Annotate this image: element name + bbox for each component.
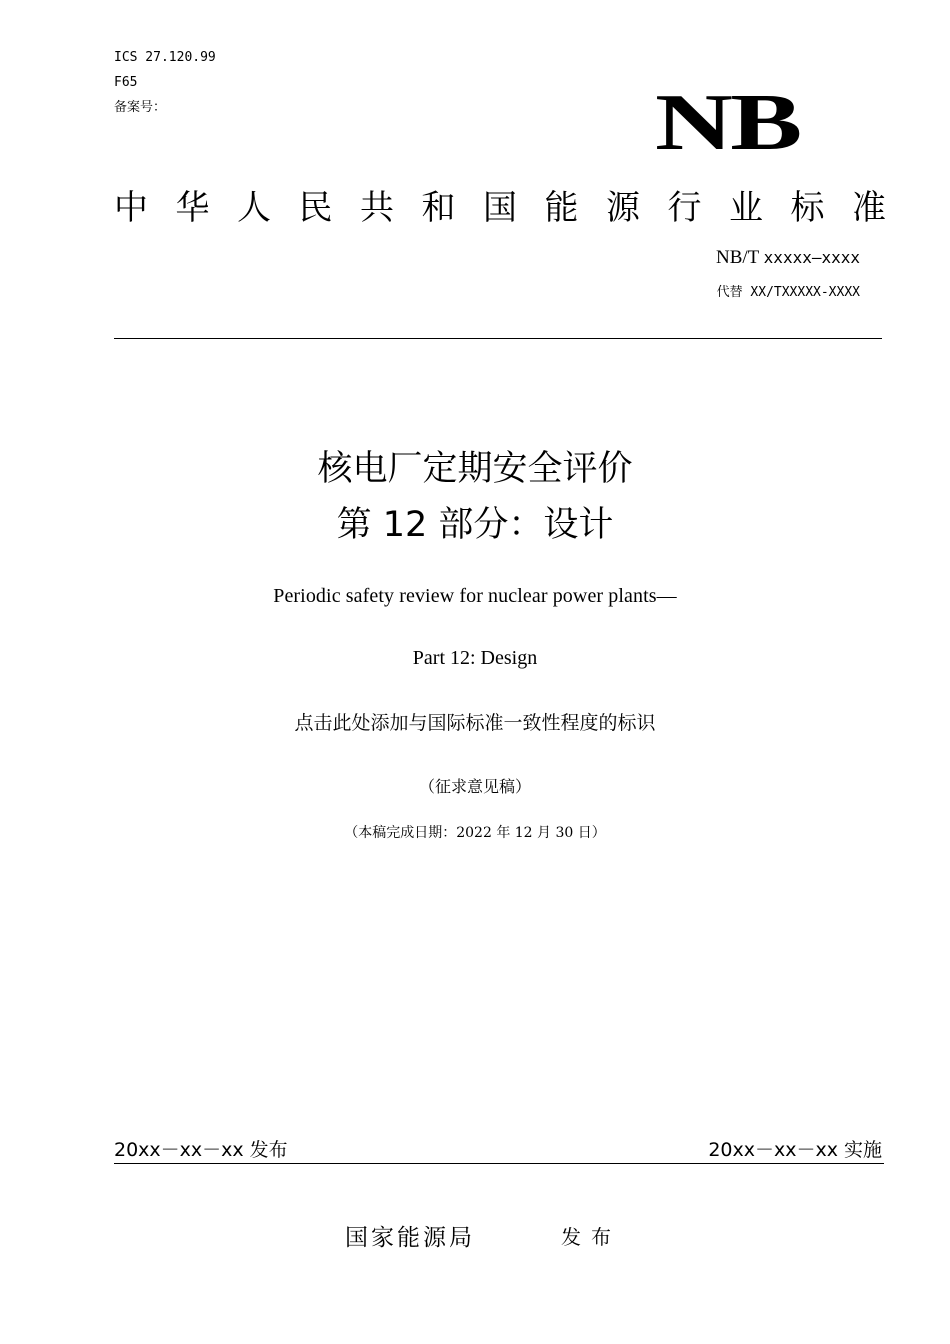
consistency-placeholder[interactable]: 点击此处添加与国际标准一致性程度的标识 — [294, 712, 656, 734]
industry-title-char: 标 — [790, 188, 825, 228]
industry-title-char: 人 — [237, 188, 271, 228]
industry-title-char: 行 — [667, 188, 702, 228]
industry-title-char: 和 — [421, 188, 456, 228]
industry-standard-title — [114, 186, 886, 230]
issuing-authority: 国家能源局 — [345, 1225, 475, 1251]
standard-number-value: xxxxx—xxxx — [763, 248, 860, 267]
header-divider — [114, 338, 882, 339]
publish-date: 20xx－xx－xx 发布 — [114, 1139, 288, 1161]
industry-title-char: 中 — [114, 188, 148, 228]
draft-completion-date: （本稿完成日期：2022 年 12 月 30 日） — [344, 825, 606, 841]
industry-title-char: 华 — [175, 188, 210, 228]
industry-title-char: 国 — [483, 188, 517, 228]
industry-title-char: 业 — [729, 188, 763, 228]
industry-title-char: 准 — [852, 188, 886, 228]
standard-number — [716, 246, 860, 270]
footer-divider — [114, 1163, 884, 1164]
draft-status: （征求意见稿） — [418, 777, 531, 796]
filing-number-label: 备案号： — [114, 100, 167, 115]
nb-logo: NB — [655, 79, 800, 167]
issue-label: 发布 — [561, 1225, 621, 1249]
effective-date: 20xx－xx－xx 实施 — [708, 1139, 882, 1161]
industry-title-char: 共 — [360, 188, 394, 228]
industry-title-char: 民 — [298, 188, 333, 228]
industry-title-char: 能 — [544, 188, 579, 228]
title-english-line2: Part 12: Design — [412, 647, 538, 669]
title-chinese-line2: 第 12 部分：设计 — [336, 505, 614, 545]
title-chinese-line1: 核电厂定期安全评价 — [317, 449, 633, 489]
clc-code: F65 — [114, 75, 138, 90]
standard-prefix: NB/T — [715, 247, 759, 268]
replaces-standard: 代替 XX/TXXXXX-XXXX — [716, 285, 860, 300]
ics-code: ICS 27.120.99 — [114, 50, 216, 65]
industry-title-char: 源 — [606, 188, 640, 228]
title-english-line1: Periodic safety review for nuclear power plants— — [273, 585, 677, 607]
